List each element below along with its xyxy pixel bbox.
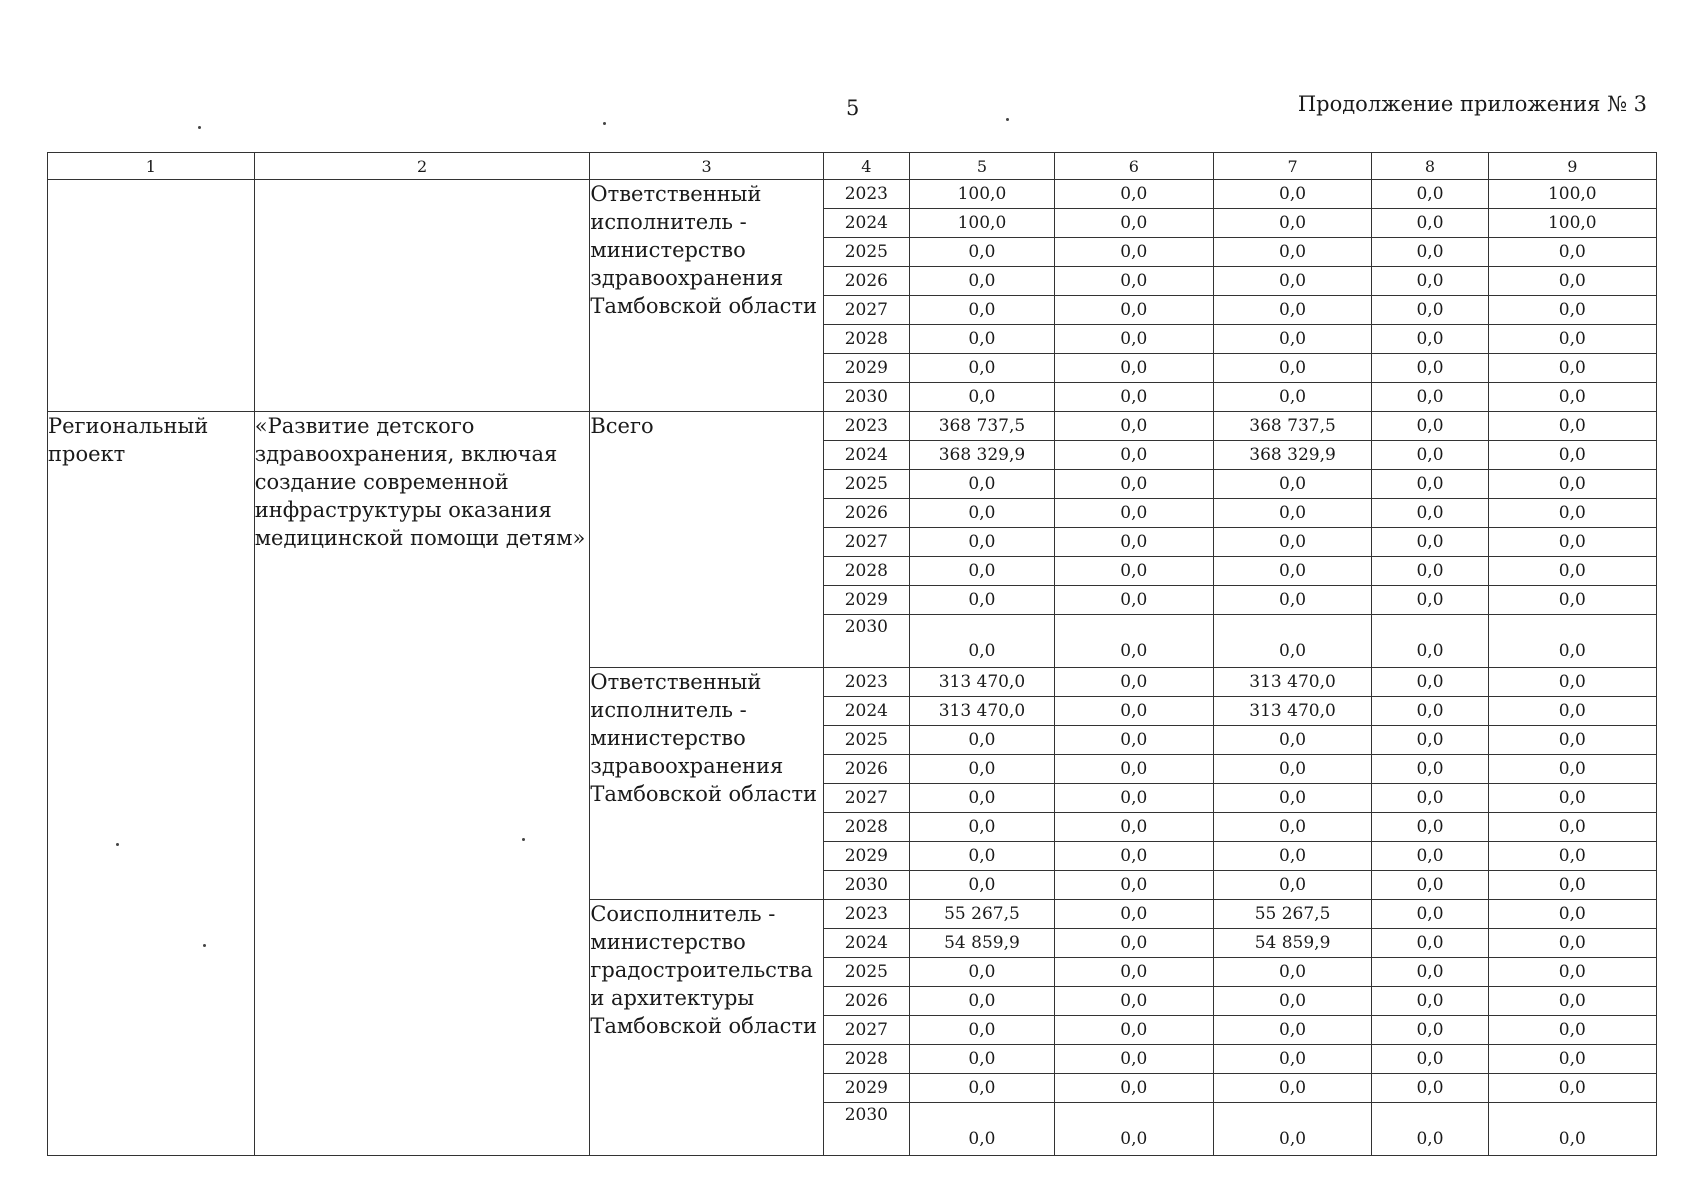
- year-cell: 2030: [823, 871, 909, 900]
- value-cell-v8: 0,0: [1372, 528, 1488, 557]
- value-cell-v5: 0,0: [910, 755, 1055, 784]
- value-cell-v8: 0,0: [1372, 1074, 1488, 1103]
- column-header-row: [48, 153, 1657, 180]
- value-cell-v5: 0,0: [910, 1045, 1055, 1074]
- value-cell-v5: 0,0: [910, 958, 1055, 987]
- year-cell: 2028: [823, 1045, 909, 1074]
- value-cell-v7: 0,0: [1213, 528, 1372, 557]
- value-cell-v8: 0,0: [1372, 697, 1488, 726]
- value-cell-v5: 368 329,9: [910, 441, 1055, 470]
- value-cell-v5: 0,0: [910, 842, 1055, 871]
- value-cell-v7: 0,0: [1213, 615, 1372, 668]
- value-cell-v5: 0,0: [910, 528, 1055, 557]
- year-cell: 2024: [823, 441, 909, 470]
- value-cell-v6: 0,0: [1054, 958, 1213, 987]
- year-cell: 2026: [823, 267, 909, 296]
- year-cell: 2027: [823, 784, 909, 813]
- value-cell-v8: 0,0: [1372, 1016, 1488, 1045]
- value-cell-v7: 0,0: [1213, 267, 1372, 296]
- value-cell-v8: 0,0: [1372, 842, 1488, 871]
- value-cell-v9: 0,0: [1488, 958, 1656, 987]
- block-type-cell: [48, 180, 255, 412]
- value-cell-v8: 0,0: [1372, 813, 1488, 842]
- value-cell-v5: 313 470,0: [910, 697, 1055, 726]
- value-cell-v5: 0,0: [910, 267, 1055, 296]
- value-cell-v8: 0,0: [1372, 499, 1488, 528]
- value-cell-v9: 0,0: [1488, 842, 1656, 871]
- value-cell-v5: 0,0: [910, 784, 1055, 813]
- value-cell-v5: 0,0: [910, 871, 1055, 900]
- value-cell-v7: 0,0: [1213, 987, 1372, 1016]
- year-cell: 2029: [823, 842, 909, 871]
- value-cell-v5: 0,0: [910, 296, 1055, 325]
- value-cell-v9: 0,0: [1488, 615, 1656, 668]
- year-cell: 2024: [823, 697, 909, 726]
- value-cell-v6: 0,0: [1054, 987, 1213, 1016]
- value-cell-v7: 0,0: [1213, 1045, 1372, 1074]
- value-cell-v7: 0,0: [1213, 296, 1372, 325]
- value-cell-v9: 0,0: [1488, 412, 1656, 441]
- value-cell-v8: 0,0: [1372, 383, 1488, 412]
- year-cell: 2026: [823, 987, 909, 1016]
- value-cell-v6: 0,0: [1054, 697, 1213, 726]
- value-cell-v5: 0,0: [910, 470, 1055, 499]
- year-cell: 2025: [823, 726, 909, 755]
- value-cell-v7: 313 470,0: [1213, 668, 1372, 697]
- value-cell-v8: 0,0: [1372, 441, 1488, 470]
- column-header: 3: [590, 153, 823, 180]
- year-cell: 2024: [823, 209, 909, 238]
- value-cell-v8: 0,0: [1372, 238, 1488, 267]
- value-cell-v5: 0,0: [910, 499, 1055, 528]
- value-cell-v9: 0,0: [1488, 900, 1656, 929]
- year-cell: 2024: [823, 929, 909, 958]
- value-cell-v7: 0,0: [1213, 180, 1372, 209]
- value-cell-v8: 0,0: [1372, 267, 1488, 296]
- value-cell-v6: 0,0: [1054, 755, 1213, 784]
- value-cell-v9: 0,0: [1488, 528, 1656, 557]
- value-cell-v8: 0,0: [1372, 755, 1488, 784]
- value-cell-v6: 0,0: [1054, 296, 1213, 325]
- value-cell-v6: 0,0: [1054, 813, 1213, 842]
- value-cell-v7: 0,0: [1213, 1103, 1372, 1156]
- value-cell-v8: 0,0: [1372, 354, 1488, 383]
- year-cell: 2028: [823, 325, 909, 354]
- value-cell-v9: 0,0: [1488, 813, 1656, 842]
- value-cell-v9: 0,0: [1488, 1016, 1656, 1045]
- column-header: 1: [48, 153, 255, 180]
- value-cell-v6: 0,0: [1054, 354, 1213, 383]
- value-cell-v8: 0,0: [1372, 412, 1488, 441]
- value-cell-v5: 0,0: [910, 726, 1055, 755]
- value-cell-v6: 0,0: [1054, 1045, 1213, 1074]
- value-cell-v9: 0,0: [1488, 238, 1656, 267]
- value-cell-v7: 0,0: [1213, 557, 1372, 586]
- value-cell-v8: 0,0: [1372, 1045, 1488, 1074]
- year-cell: 2028: [823, 813, 909, 842]
- year-cell: 2027: [823, 1016, 909, 1045]
- value-cell-v7: 0,0: [1213, 842, 1372, 871]
- value-cell-v9: 0,0: [1488, 871, 1656, 900]
- value-cell-v5: 0,0: [910, 383, 1055, 412]
- value-cell-v9: 0,0: [1488, 499, 1656, 528]
- table-body: [48, 180, 1657, 1156]
- year-cell: 2027: [823, 296, 909, 325]
- value-cell-v5: 0,0: [910, 1074, 1055, 1103]
- year-cell: 2023: [823, 668, 909, 697]
- value-cell-v6: 0,0: [1054, 842, 1213, 871]
- value-cell-v8: 0,0: [1372, 929, 1488, 958]
- value-cell-v5: 55 267,5: [910, 900, 1055, 929]
- value-cell-v7: 0,0: [1213, 1074, 1372, 1103]
- value-cell-v5: 0,0: [910, 586, 1055, 615]
- year-cell: 2023: [823, 412, 909, 441]
- value-cell-v9: 0,0: [1488, 1045, 1656, 1074]
- value-cell-v7: 0,0: [1213, 499, 1372, 528]
- value-cell-v7: 0,0: [1213, 325, 1372, 354]
- value-cell-v7: 0,0: [1213, 958, 1372, 987]
- value-cell-v9: 0,0: [1488, 354, 1656, 383]
- value-cell-v6: 0,0: [1054, 267, 1213, 296]
- year-cell: 2030: [823, 1103, 909, 1156]
- value-cell-v5: 0,0: [910, 238, 1055, 267]
- block-name-cell: «Развитие детского здравоохранения, включая создание современной инфраструктуры оказания медицинской помощи детям»: [254, 412, 590, 1156]
- year-cell: 2029: [823, 1074, 909, 1103]
- value-cell-v6: 0,0: [1054, 209, 1213, 238]
- value-cell-v7: 0,0: [1213, 871, 1372, 900]
- value-cell-v9: 0,0: [1488, 325, 1656, 354]
- value-cell-v6: 0,0: [1054, 1103, 1213, 1156]
- value-cell-v7: 0,0: [1213, 354, 1372, 383]
- value-cell-v7: 0,0: [1213, 586, 1372, 615]
- value-cell-v8: 0,0: [1372, 557, 1488, 586]
- value-cell-v6: 0,0: [1054, 180, 1213, 209]
- value-cell-v5: 0,0: [910, 557, 1055, 586]
- value-cell-v8: 0,0: [1372, 209, 1488, 238]
- column-header: 2: [254, 153, 590, 180]
- value-cell-v9: 0,0: [1488, 383, 1656, 412]
- table-row: [48, 180, 1657, 209]
- value-cell-v7: 0,0: [1213, 726, 1372, 755]
- column-header: 4: [823, 153, 909, 180]
- value-cell-v6: 0,0: [1054, 726, 1213, 755]
- value-cell-v5: 313 470,0: [910, 668, 1055, 697]
- column-header: 5: [910, 153, 1055, 180]
- value-cell-v6: 0,0: [1054, 557, 1213, 586]
- block-name-cell: [254, 180, 590, 412]
- value-cell-v6: 0,0: [1054, 383, 1213, 412]
- value-cell-v9: 0,0: [1488, 1074, 1656, 1103]
- value-cell-v9: 0,0: [1488, 726, 1656, 755]
- value-cell-v8: 0,0: [1372, 958, 1488, 987]
- budget-table: [47, 152, 1657, 1156]
- value-cell-v7: 0,0: [1213, 813, 1372, 842]
- year-cell: 2025: [823, 470, 909, 499]
- year-cell: 2023: [823, 900, 909, 929]
- value-cell-v6: 0,0: [1054, 929, 1213, 958]
- column-header: 7: [1213, 153, 1372, 180]
- value-cell-v6: 0,0: [1054, 412, 1213, 441]
- value-cell-v7: 54 859,9: [1213, 929, 1372, 958]
- year-cell: 2030: [823, 615, 909, 668]
- value-cell-v5: 0,0: [910, 987, 1055, 1016]
- value-cell-v7: 0,0: [1213, 238, 1372, 267]
- page-number: 5: [846, 96, 860, 120]
- column-header: 9: [1488, 153, 1656, 180]
- value-cell-v7: 313 470,0: [1213, 697, 1372, 726]
- value-cell-v9: 0,0: [1488, 586, 1656, 615]
- group-label-cell: Ответственный исполнитель - министерство здравоохранения Тамбовской области: [590, 668, 823, 900]
- value-cell-v6: 0,0: [1054, 325, 1213, 354]
- value-cell-v9: 0,0: [1488, 296, 1656, 325]
- value-cell-v6: 0,0: [1054, 1074, 1213, 1103]
- value-cell-v8: 0,0: [1372, 726, 1488, 755]
- year-cell: 2023: [823, 180, 909, 209]
- group-label-cell: Ответственный исполнитель - министерство здравоохранения Тамбовской области: [590, 180, 823, 412]
- value-cell-v9: 0,0: [1488, 1103, 1656, 1156]
- value-cell-v5: 100,0: [910, 209, 1055, 238]
- value-cell-v7: 55 267,5: [1213, 900, 1372, 929]
- value-cell-v8: 0,0: [1372, 180, 1488, 209]
- value-cell-v8: 0,0: [1372, 784, 1488, 813]
- value-cell-v8: 0,0: [1372, 1103, 1488, 1156]
- year-cell: 2029: [823, 586, 909, 615]
- value-cell-v8: 0,0: [1372, 470, 1488, 499]
- year-cell: 2026: [823, 755, 909, 784]
- value-cell-v5: 0,0: [910, 1103, 1055, 1156]
- value-cell-v5: 100,0: [910, 180, 1055, 209]
- value-cell-v7: 0,0: [1213, 784, 1372, 813]
- value-cell-v6: 0,0: [1054, 528, 1213, 557]
- year-cell: 2025: [823, 958, 909, 987]
- value-cell-v7: 368 329,9: [1213, 441, 1372, 470]
- value-cell-v9: 0,0: [1488, 267, 1656, 296]
- value-cell-v6: 0,0: [1054, 1016, 1213, 1045]
- value-cell-v6: 0,0: [1054, 238, 1213, 267]
- value-cell-v9: 0,0: [1488, 470, 1656, 499]
- value-cell-v7: 0,0: [1213, 383, 1372, 412]
- value-cell-v7: 368 737,5: [1213, 412, 1372, 441]
- value-cell-v5: 0,0: [910, 354, 1055, 383]
- value-cell-v6: 0,0: [1054, 615, 1213, 668]
- group-label-cell: Всего: [590, 412, 823, 668]
- year-cell: 2030: [823, 383, 909, 412]
- value-cell-v5: 0,0: [910, 325, 1055, 354]
- value-cell-v6: 0,0: [1054, 900, 1213, 929]
- value-cell-v5: 368 737,5: [910, 412, 1055, 441]
- block-type-cell: Региональный проект: [48, 412, 255, 1156]
- value-cell-v6: 0,0: [1054, 668, 1213, 697]
- value-cell-v6: 0,0: [1054, 441, 1213, 470]
- value-cell-v9: 0,0: [1488, 668, 1656, 697]
- value-cell-v8: 0,0: [1372, 987, 1488, 1016]
- value-cell-v7: 0,0: [1213, 209, 1372, 238]
- value-cell-v8: 0,0: [1372, 296, 1488, 325]
- year-cell: 2029: [823, 354, 909, 383]
- value-cell-v5: 0,0: [910, 1016, 1055, 1045]
- value-cell-v9: 0,0: [1488, 987, 1656, 1016]
- column-header: 6: [1054, 153, 1213, 180]
- value-cell-v8: 0,0: [1372, 325, 1488, 354]
- group-label-cell: Соисполнитель - министерство градостроительства и архитектуры Тамбовской области: [590, 900, 823, 1156]
- value-cell-v8: 0,0: [1372, 586, 1488, 615]
- value-cell-v9: 100,0: [1488, 209, 1656, 238]
- column-header: 8: [1372, 153, 1488, 180]
- year-cell: 2025: [823, 238, 909, 267]
- value-cell-v9: 0,0: [1488, 929, 1656, 958]
- value-cell-v8: 0,0: [1372, 871, 1488, 900]
- year-cell: 2027: [823, 528, 909, 557]
- value-cell-v8: 0,0: [1372, 615, 1488, 668]
- value-cell-v7: 0,0: [1213, 755, 1372, 784]
- value-cell-v5: 0,0: [910, 813, 1055, 842]
- value-cell-v9: 0,0: [1488, 784, 1656, 813]
- value-cell-v7: 0,0: [1213, 470, 1372, 499]
- value-cell-v9: 0,0: [1488, 755, 1656, 784]
- value-cell-v5: 54 859,9: [910, 929, 1055, 958]
- value-cell-v6: 0,0: [1054, 499, 1213, 528]
- value-cell-v6: 0,0: [1054, 784, 1213, 813]
- value-cell-v8: 0,0: [1372, 668, 1488, 697]
- annex-title: Продолжение приложения № 3: [1297, 92, 1647, 116]
- value-cell-v8: 0,0: [1372, 900, 1488, 929]
- year-cell: 2028: [823, 557, 909, 586]
- year-cell: 2026: [823, 499, 909, 528]
- value-cell-v6: 0,0: [1054, 470, 1213, 499]
- value-cell-v7: 0,0: [1213, 1016, 1372, 1045]
- value-cell-v9: 0,0: [1488, 441, 1656, 470]
- value-cell-v5: 0,0: [910, 615, 1055, 668]
- value-cell-v6: 0,0: [1054, 586, 1213, 615]
- table-row: [48, 412, 1657, 441]
- value-cell-v6: 0,0: [1054, 871, 1213, 900]
- value-cell-v9: 100,0: [1488, 180, 1656, 209]
- value-cell-v9: 0,0: [1488, 557, 1656, 586]
- value-cell-v9: 0,0: [1488, 697, 1656, 726]
